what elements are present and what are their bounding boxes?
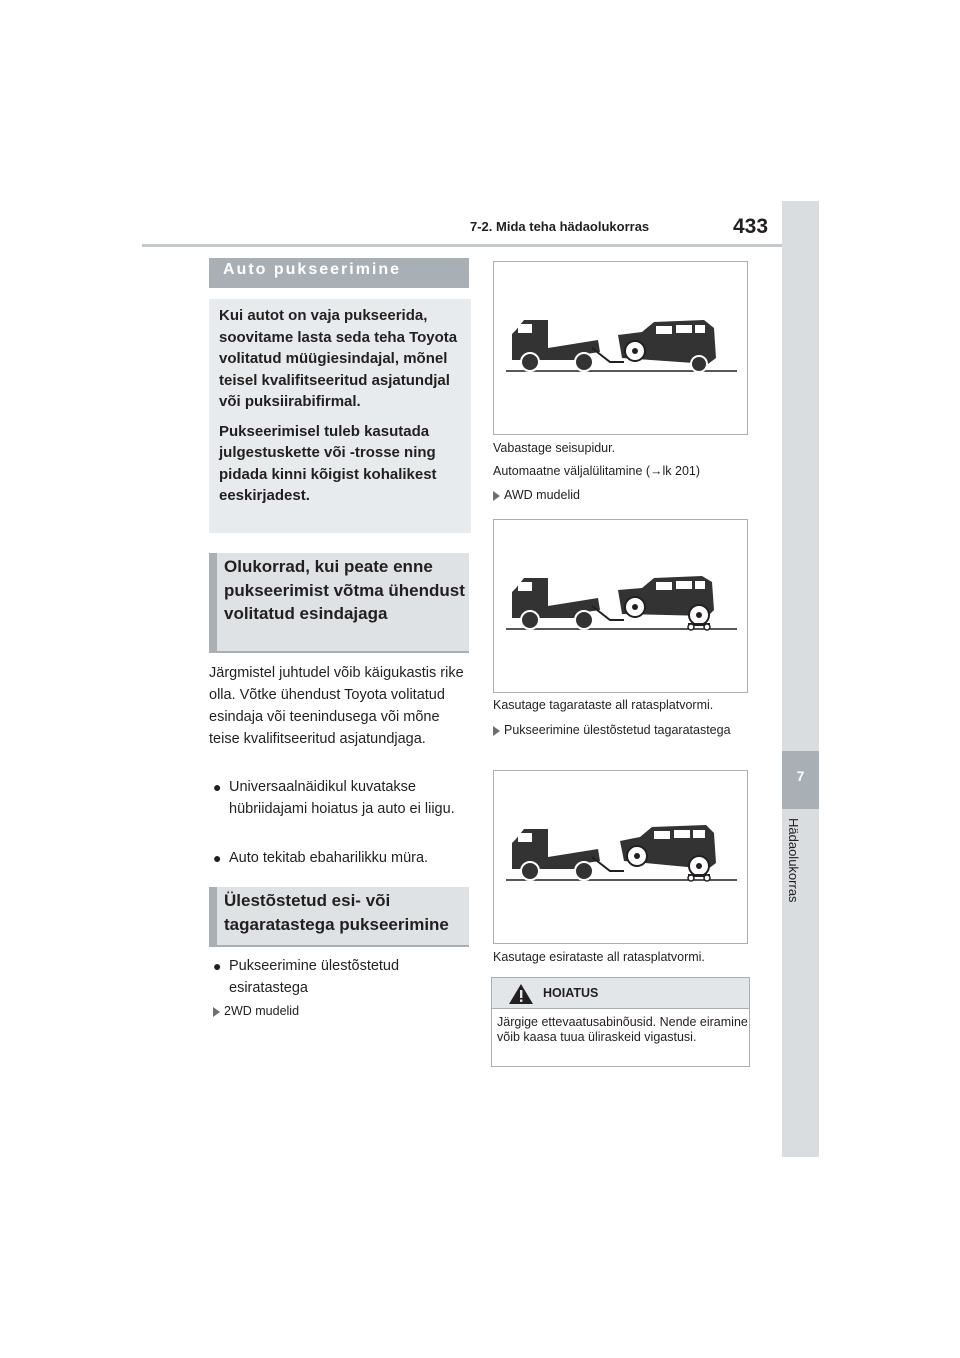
contact-section-header: [209, 553, 469, 653]
bullet-text: Auto tekitab ebaharilikku müra.: [229, 850, 429, 866]
chapter-label-container: [786, 818, 816, 928]
section-title: Auto pukseerimine: [223, 261, 402, 278]
list-item: [213, 847, 468, 869]
triangle-bullet-icon: [493, 491, 500, 501]
header-divider: [142, 244, 782, 247]
chapter-number: 7: [796, 768, 805, 784]
triangle-bullet-icon: [493, 726, 500, 736]
list-item: [213, 776, 468, 820]
sub-item-text: 2WD mudelid: [224, 1004, 300, 1018]
intro-paragraph: Kui autot on vaja pukseerida, soovitame lasta seda teha Toyota volitatud müügiesindajal, mõnel teisel kvalifitseeritud asjatundjal või puksiirabifirmal.: [219, 307, 458, 410]
warning-triangle-icon: [508, 983, 534, 1005]
sub-item: [493, 723, 743, 738]
contact-section-title: Olukorrad, kui peate enne pukseerimist võtma ühendust volitatud esindajaga: [224, 557, 465, 623]
warning-box: [491, 977, 750, 1067]
sub-item-text: AWD mudelid: [504, 488, 580, 502]
tow-truck-illustration: [494, 771, 747, 943]
figure-caption: Vabastage seisupidur.: [493, 441, 616, 455]
bullet-dot-icon: ●: [213, 958, 222, 974]
tow-truck-illustration: [494, 520, 747, 692]
figure-caption: Automaatne väljalülitamine (→lk 201): [493, 464, 701, 478]
warning-title: HOIATUS: [543, 986, 599, 1000]
intro-box: [209, 299, 471, 533]
contact-body-text: Järgmistel juhtudel võib käigukastis rike olla. Võtke ühendust Toyota volitatud esindaja või teenindusega või mõne teise kvalifitseeritud asjatundjaga.: [209, 665, 464, 747]
triangle-bullet-icon: [213, 1007, 220, 1017]
running-header-title: 7-2. Mida teha hädaolukorras: [470, 219, 650, 234]
page-number: 433: [733, 215, 769, 238]
warning-header: [492, 978, 749, 1009]
sub-item: [213, 1004, 453, 1019]
tow-truck-illustration: [494, 262, 747, 434]
bullet-dot-icon: ●: [213, 779, 222, 795]
bullet-text: Universaalnäidikul kuvatakse hübriidajami hoiatus ja auto ei liigu.: [229, 779, 455, 817]
chapter-side-tab: [782, 201, 819, 1157]
tow-figure-awd-front: [493, 519, 748, 693]
sub-item: [493, 488, 743, 503]
figure-caption: Kasutage tagarataste all ratasplatvormi.: [493, 698, 714, 712]
sub-item-text: Pukseerimine ülestõstetud tagaratastega: [504, 723, 731, 737]
bullet-text: Pukseerimine ülestõstetud esiratastega: [229, 958, 400, 996]
raised-section-header: [209, 887, 469, 947]
chapter-label: Hädaolukorras: [786, 818, 801, 903]
intro-paragraph: Pukseerimisel tuleb kasutada julgestuskette või -trosse ning pidada kinni kõigist kohalikest eeskirjadest.: [219, 422, 437, 504]
list-item: [213, 955, 468, 999]
warning-text: Järgige ettevaatusabinõusid. Nende eiramine võib kaasa tuua üliraskeid vigastusi.: [497, 1015, 748, 1044]
tow-figure-2wd: [493, 261, 748, 435]
tow-figure-rear-raised: [493, 770, 748, 944]
figure-caption: Kasutage esirataste all ratasplatvormi.: [493, 950, 705, 964]
section-title-bar: [209, 258, 469, 288]
bullet-dot-icon: ●: [213, 850, 222, 866]
raised-section-title: Ülestõstetud esi- või tagaratastega pukseerimine: [224, 891, 449, 934]
